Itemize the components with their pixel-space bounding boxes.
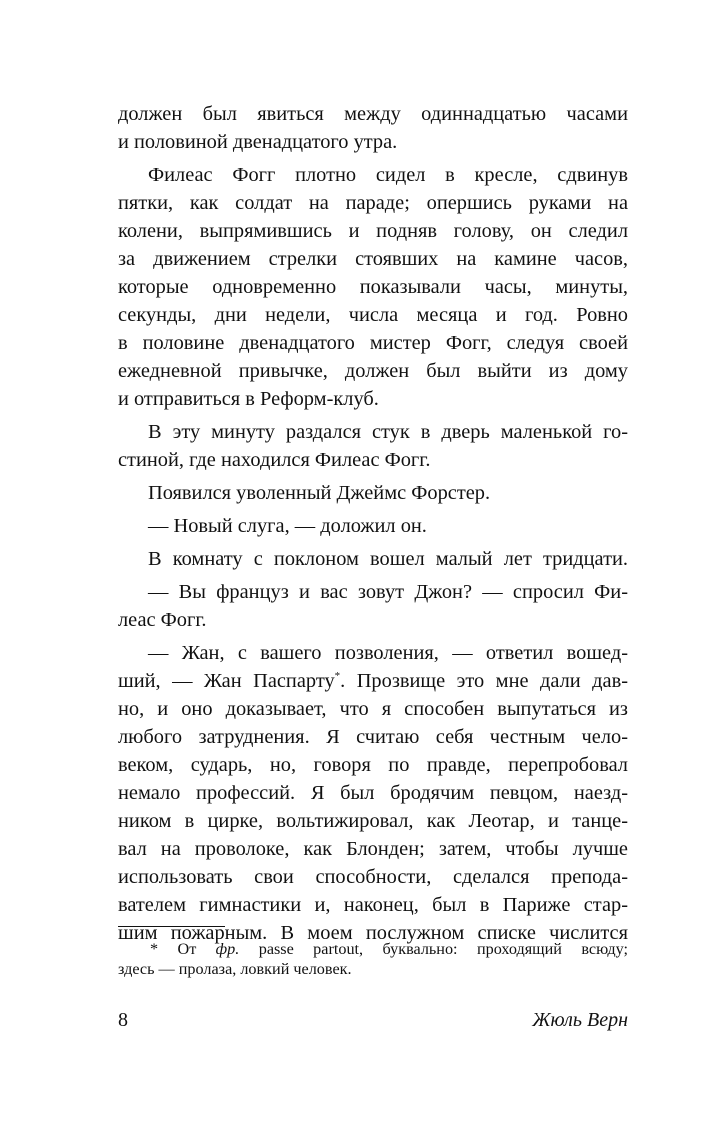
text-line: и отправиться в Реформ-клуб.: [118, 388, 379, 410]
text-line: ником в цирке, вольтижировал, как Леотар, и танце-: [118, 810, 628, 832]
text-line: Появился уволенный Джеймс Форстер.: [148, 482, 491, 504]
page-number: 8: [118, 1009, 128, 1031]
text-segment: ший, — Жан Паспарту: [118, 670, 335, 692]
text-line: Филеас Фогг плотно сидел в кресле, сдвинув: [148, 164, 628, 186]
footnote-reference: *: [334, 670, 341, 682]
running-head: Жюль Верн: [532, 1009, 628, 1031]
footnote-marker: *: [150, 940, 159, 958]
text-line: В эту минуту раздался стук в дверь маленькой го-: [148, 421, 628, 443]
text-line: вателем гимнастики и, наконец, был в Париже стар-: [118, 894, 628, 916]
text-line: вал на проволоке, как Блонден; затем, чтобы лучше: [118, 838, 628, 860]
footnote-separator: [118, 926, 225, 927]
text-line: в половине двенадцатого мистер Фогг, следуя своей: [118, 332, 628, 354]
text-line: леас Фогг.: [118, 609, 207, 631]
text-line: использовать свои способности, сделался препода-: [118, 866, 628, 888]
text-line: секунды, дни недели, числа месяца и год. Ровно: [118, 304, 628, 326]
text-line: пятки, как солдат на параде; опершись руками на: [118, 192, 628, 214]
text-line: любого затруднения. Я считаю себя честным чело-: [118, 726, 628, 748]
text-line: которые одновременно показывали часы, минуты,: [118, 276, 628, 298]
footnote-line: здесь — пролаза, ловкий человек.: [118, 960, 352, 978]
text-line: шим пожарным. В моем послужном списке числится: [118, 922, 628, 944]
text-line: должен был явиться между одиннадцатью часами: [118, 103, 628, 125]
text-segment: . Прозвище это мне дали дав-: [340, 670, 628, 692]
text-line: — Вы француз и вас зовут Джон? — спросил Фи-: [148, 581, 628, 603]
footnote-lang-abbr: фр.: [215, 940, 240, 958]
text-line: [118, 670, 628, 693]
text-line: веком, сударь, но, говоря по правде, перепробовал: [118, 754, 628, 776]
text-line: колени, выпрямившись и подняв голову, он следил: [118, 220, 628, 242]
text-line: — Жан, с вашего позволения, — ответил вошед-: [148, 642, 628, 664]
footnote-line: * От фр. passe partout, буквально: проходящий всюду;: [150, 940, 628, 958]
text-line: ежедневной привычке, должен был выйти из дому: [118, 360, 628, 382]
footnote-text: passe partout, буквально: проходящий всюду;: [258, 940, 628, 958]
text-line: В комнату с поклоном вошел малый лет тридцати.: [148, 548, 628, 570]
text-line: и половиной двенадцатого утра.: [118, 131, 398, 153]
text-line: но, и оно доказывает, что я способен выпутаться из: [118, 698, 628, 720]
text-line: стиной, где находился Филеас Фогг.: [118, 449, 431, 471]
text-line: за движением стрелки стоявших на камине часов,: [118, 248, 628, 270]
text-line: — Новый слуга, — доложил он.: [148, 515, 427, 537]
text-line: немало профессий. Я был бродячим певцом, наезд-: [118, 782, 628, 804]
